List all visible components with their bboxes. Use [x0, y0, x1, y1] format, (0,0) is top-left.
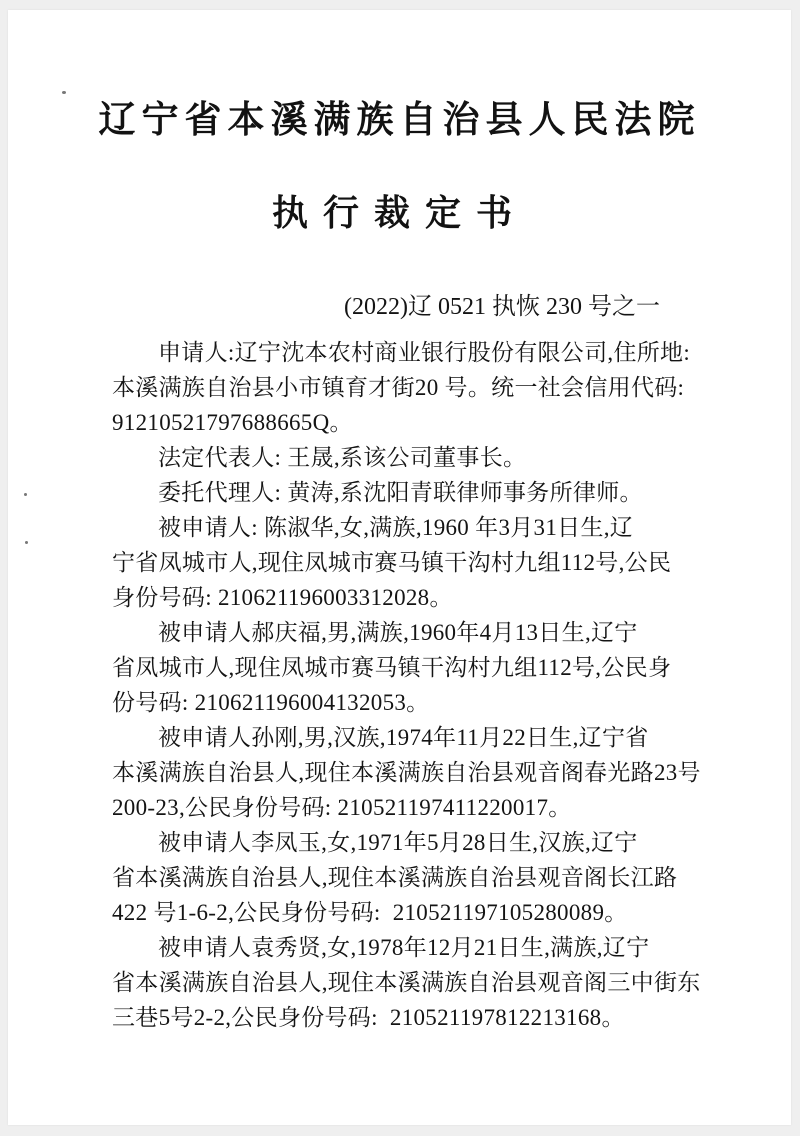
- body-line: 宁省凤城市人,现住凤城市赛马镇干沟村九组112号,公民: [112, 550, 672, 575]
- body-line: 省本溪满族自治县人,现住本溪满族自治县观音阁长江路: [112, 865, 678, 890]
- court-name: 辽宁省本溪满族自治县人民法院: [98, 99, 701, 140]
- body-line: 法定代表人: 王晟,系该公司董事长。: [158, 445, 527, 470]
- document-title: 执行裁定书: [271, 192, 527, 233]
- body-line: 被申请人孙刚,男,汉族,1974年11月22日生,辽宁省: [158, 725, 649, 750]
- document-body: [112, 335, 752, 1035]
- body-line: 本溪满族自治县小市镇育才街20 号。统一社会信用代码:: [112, 375, 685, 400]
- body-line: 申请人:辽宁沈本农村商业银行股份有限公司,住所地:: [158, 340, 691, 365]
- case-number: (2022)辽 0521 执恢 230 号之一: [344, 294, 660, 320]
- scan-speck: [62, 91, 66, 94]
- body-line: 被申请人李凤玉,女,1971年5月28日生,汉族,辽宁: [158, 830, 638, 855]
- body-line: 省本溪满族自治县人,现住本溪满族自治县观音阁三中街东: [112, 970, 701, 995]
- scan-speck: [24, 493, 27, 496]
- body-line: 份号码: 210621196004132053。: [112, 690, 430, 715]
- body-line: 被申请人郝庆福,男,满族,1960年4月13日生,辽宁: [158, 620, 638, 645]
- body-line: 被申请人: 陈淑华,女,满族,1960 年3月31日生,辽: [158, 515, 634, 540]
- body-line: 422 号1-6-2,公民身份号码: 210521197105280089。: [112, 900, 628, 925]
- scan-speck: [25, 541, 28, 544]
- body-line: 被申请人袁秀贤,女,1978年12月21日生,满族,辽宁: [158, 935, 650, 960]
- body-line: 200-23,公民身份号码: 210521197411220017。: [112, 795, 572, 820]
- body-line: 省凤城市人,现住凤城市赛马镇干沟村九组112号,公民身: [112, 655, 672, 680]
- body-line: 本溪满族自治县人,现住本溪满族自治县观音阁春光路23号: [112, 760, 701, 785]
- body-line: 委托代理人: 黄涛,系沈阳青联律师事务所律师。: [158, 480, 643, 505]
- body-line: 三巷5号2-2,公民身份号码: 210521197812213168。: [112, 1005, 625, 1030]
- document-page: [8, 10, 791, 1125]
- body-line: 91210521797688665Q。: [112, 410, 353, 435]
- body-line: 身份号码: 210621196003312028。: [112, 585, 453, 610]
